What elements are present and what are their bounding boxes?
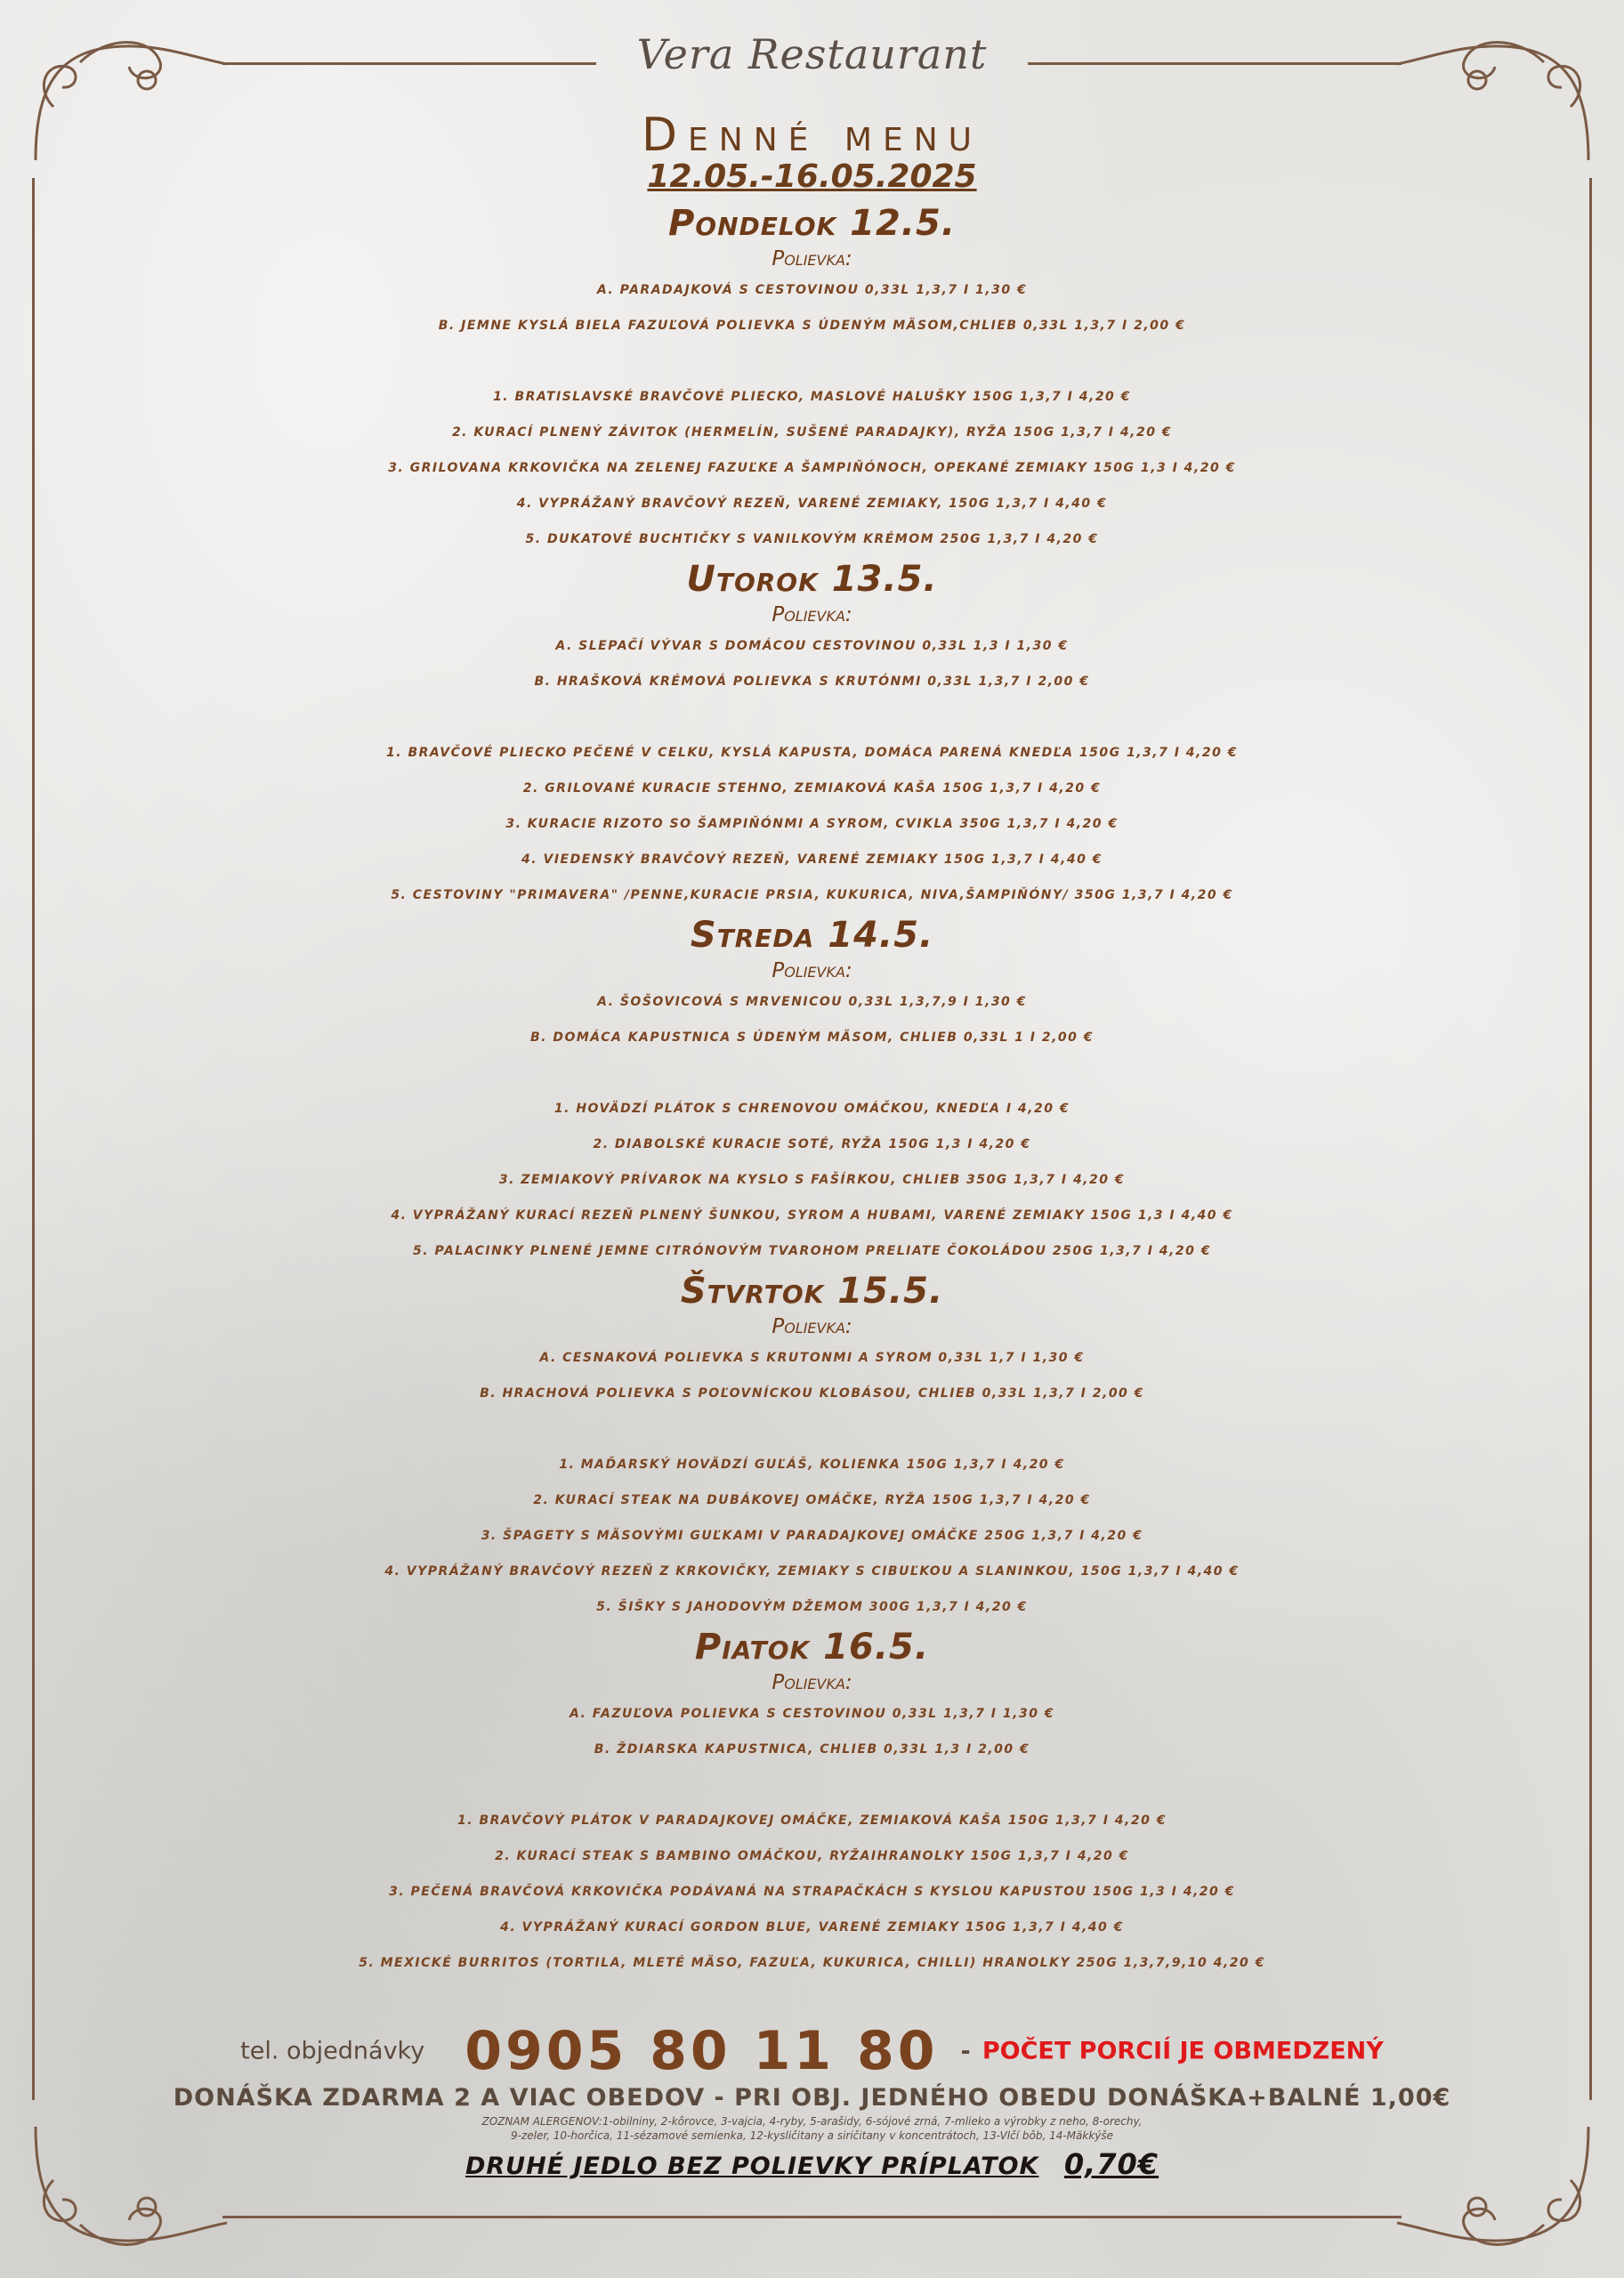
main-dish-item: 5. PALACINKY PLNENÉ JEMNE CITRÓNOVÝM TVAROHOM PRELIATE ČOKOLÁDOU 250G 1,3,7 I 4,20 €	[413, 1244, 1211, 1258]
main-dish-item: 1. HOVÄDZÍ PLÁTOK S CHRENOVOU OMÁČKOU, KNEDĽA I 4,20 €	[553, 1102, 1071, 1116]
soup-item: A. PARADAJKOVÁ S CESTOVINOU 0,33L 1,3,7 I 1,30 €	[596, 283, 1028, 297]
soup-item: B. HRAŠKOVÁ KRÉMOVÁ POLIEVKA S KRUTÓNMI 0,33L 1,3,7 I 2,00 €	[534, 675, 1090, 689]
main-dish-item: 4. VYPRÁŽANÝ KURACÍ REZEŇ PLNENÝ ŠUNKOU, SYROM A HUBAMI, VARENÉ ZEMIAKY 150G 1,3 I 4,40 €	[391, 1208, 1233, 1223]
menu-title: Denné menu	[641, 109, 982, 162]
second-meal-price: 0,70€	[1063, 2147, 1159, 2181]
spacer	[27, 699, 1597, 735]
main-dish-item: 5. ŠIŠKY S JAHODOVÝM DŽEMOM 300G 1,3,7 I 4,20 €	[596, 1600, 1028, 1614]
main-dish-item: 1. BRAVČOVÝ PLÁTOK V PARADAJKOVEJ OMÁČKE, ZEMIAKOVÁ KAŠA 150G 1,3,7 I 4,20 €	[457, 1814, 1167, 1828]
main-dish-item: 1. BRATISLAVSKÉ BRAVČOVÉ PLIECKO, MASLOVÉ HALUŠKY 150G 1,3,7 I 4,20 €	[493, 390, 1131, 404]
day-heading: Štvrtok 15.5.	[680, 1271, 944, 1312]
portion-dash: -	[960, 2037, 971, 2065]
allergen-line: 9-zeler, 10-horčica, 11-sézamové semienka, 12-kysličitany a siričitany v koncentrátoch, 13-Vlčí bôb, 14-Mäkkýše	[510, 2129, 1114, 2142]
frame-bottom-line	[222, 2216, 1402, 2218]
soup-label: Polievka:	[772, 603, 852, 626]
main-dish-item: 4. VIEDENSKÝ BRAVČOVÝ REZEŇ, VARENÉ ZEMIAKY 150G 1,3,7 I 4,40 €	[521, 852, 1103, 867]
allergen-list	[0, 2114, 1624, 2143]
day-section-friday	[27, 1625, 1597, 1981]
limited-portions-note: POČET PORCIÍ JE OBMEDZENÝ	[982, 2037, 1384, 2065]
soup-item: B. HRACHOVÁ POLIEVKA S POĽOVNÍCKOU KLOBÁSOU, CHLIEB 0,33L 1,3,7 I 2,00 €	[480, 1386, 1144, 1401]
main-dish-item: 4. VYPRÁŽANÝ BRAVČOVÝ REZEŇ, VARENÉ ZEMIAKY, 150G 1,3,7 I 4,40 €	[516, 497, 1108, 511]
day-heading: Utorok 13.5.	[686, 559, 938, 600]
main-dish-item: 3. KURACIE RIZOTO SO ŠAMPIŇÓNMI A SYROM, CVIKLA 350G 1,3,7 I 4,20 €	[505, 817, 1119, 831]
phone-label: tel. objednávky	[240, 2037, 425, 2065]
soup-item: A. FAZUĽOVA POLIEVKA S CESTOVINOU 0,33L 1,3,7 I 1,30 €	[569, 1707, 1055, 1721]
main-dish-item: 4. VYPRÁŽANÝ KURACÍ GORDON BLUE, VARENÉ ZEMIAKY 150G 1,3,7 I 4,40 €	[500, 1920, 1124, 1935]
soup-label: Polievka:	[772, 1671, 852, 1694]
main-dish-item: 2. DIABOLSKÉ KURACIE SOTÉ, RYŽA 150G 1,3 I 4,20 €	[593, 1137, 1031, 1151]
menu-content	[27, 201, 1597, 1981]
spacer	[27, 343, 1597, 379]
day-heading: Pondelok 12.5.	[667, 203, 957, 244]
soup-item: A. SLEPAČÍ VÝVAR S DOMÁCOU CESTOVINOU 0,33L 1,3 I 1,30 €	[555, 639, 1069, 653]
soup-item: B. JEMNE KYSLÁ BIELA FAZUĽOVÁ POLIEVKA S ÚDENÝM MÄSOM,CHLIEB 0,33L 1,3,7 I 2,00 €	[438, 319, 1186, 333]
second-meal-text: DRUHÉ JEDLO BEZ POLIEVKY PRÍPLATOK	[465, 2153, 1039, 2180]
delivery-info: DONÁŠKA ZDARMA 2 A VIAC OBEDOV - PRI OBJ. JEDNÉHO OBEDU DONÁŠKA+BALNÉ 1,00€	[173, 2084, 1451, 2112]
soup-item: B. ŽDIARSKA KAPUSTNICA, CHLIEB 0,33L 1,3 I 2,00 €	[594, 1742, 1030, 1757]
soup-item: A. ŠOŠOVICOVÁ S MRVENICOU 0,33L 1,3,7,9 I 1,30 €	[597, 995, 1027, 1009]
main-dish-item: 2. KURACÍ STEAK S BAMBINO OMÁČKOU, RYŽAIHRANOLKY 150G 1,3,7 I 4,20 €	[495, 1849, 1129, 1863]
day-heading: Piatok 16.5.	[694, 1627, 930, 1668]
restaurant-name: Vera Restaurant	[636, 30, 988, 78]
soup-label: Polievka:	[772, 959, 852, 982]
date-range-text: 12.05.-16.05.2025	[647, 158, 977, 195]
main-dish-item: 4. VYPRÁŽANÝ BRAVČOVÝ REZEŇ Z KRKOVIČKY, ZEMIAKY S CIBUĽKOU A SLANINKOU, 150G 1,3,7 I 4,40 €	[384, 1564, 1240, 1579]
soup-label: Polievka:	[772, 247, 852, 271]
day-section-monday	[27, 201, 1597, 557]
main-dish-item: 3. GRILOVANA KRKOVIČKA NA ZELENEJ FAZUĽKE A ŠAMPIŇÓNOCH, OPEKANÉ ZEMIAKY 150G 1,3 I 4,20 €	[388, 461, 1236, 475]
main-dish-item: 2. GRILOVANÉ KURACIE STEHNO, ZEMIAKOVÁ KAŠA 150G 1,3,7 I 4,20 €	[522, 781, 1102, 796]
second-meal-surcharge	[0, 2147, 1624, 2181]
day-section-wednesday	[27, 913, 1597, 1269]
soup-label: Polievka:	[772, 1315, 852, 1338]
day-section-tuesday	[27, 557, 1597, 913]
soup-item: B. DOMÁCA KAPUSTNICA S ÚDENÝM MÄSOM, CHLIEB 0,33L 1 I 2,00 €	[529, 1030, 1095, 1045]
main-dish-item: 1. MAĎARSKÝ HOVÄDZÍ GUĽÁŠ, KOLIENKA 150G 1,3,7 I 4,20 €	[559, 1458, 1065, 1472]
main-dish-item: 2. KURACÍ PLNENÝ ZÁVITOK (HERMELÍN, SUŠENÉ PARADAJKY), RYŽA 150G 1,3,7 I 4,20 €	[451, 425, 1173, 440]
main-dish-item: 5. MEXICKÉ BURRITOS (TORTILA, MLETÉ MÄSO, FAZUĽA, KUKURICA, CHILLI) HRANOLKY 250G 1,3,7,9,10 4,20 €	[359, 1956, 1265, 1970]
main-dish-item: 3. ZEMIAKOVÝ PRÍVAROK NA KYSLO S FAŠÍRKOU, CHLIEB 350G 1,3,7 I 4,20 €	[498, 1173, 1126, 1187]
day-heading: Streda 14.5.	[690, 915, 934, 956]
main-dish-item: 1. BRAVČOVÉ PLIECKO PEČENÉ V CELKU, KYSLÁ KAPUSTA, DOMÁCA PARENÁ KNEDĽA 150G 1,3,7 I 4,20 €	[386, 746, 1238, 760]
spacer	[27, 1411, 1597, 1447]
day-section-thursday	[27, 1269, 1597, 1625]
main-dish-item: 3. PEČENÁ BRAVČOVÁ KRKOVIČKA PODÁVANÁ NA STRAPAČKÁCH S KYSLOU KAPUSTOU 150G 1,3 I 4,20 €	[389, 1885, 1235, 1899]
order-phone-row	[0, 2020, 1624, 2082]
allergen-line: ZOZNAM ALERGENOV:1-obilniny, 2-kôrovce, 3-vajcia, 4-ryby, 5-arašidy, 6-sójové zrná, 7-mlieko a výrobky z neho, 8-orechy,	[481, 2115, 1143, 2128]
soup-item: A. CESNAKOVÁ POLIEVKA S KRUTONMI A SYROM 0,33L 1,7 I 1,30 €	[539, 1351, 1085, 1365]
spacer	[27, 1055, 1597, 1091]
date-range	[0, 158, 1624, 195]
main-dish-item: 3. ŠPAGETY S MÄSOVÝMI GUĽKAMI V PARADAJKOVEJ OMÁČKE 250G 1,3,7 I 4,20 €	[481, 1529, 1143, 1543]
main-dish-item: 5. CESTOVINY "PRIMAVERA" /PENNE,KURACIE PRSIA, KUKURICA, NIVA,ŠAMPIŇÓNY/ 350G 1,3,7 I 4,20 €	[391, 888, 1233, 902]
spacer	[27, 1767, 1597, 1803]
main-dish-item: 2. KURACÍ STEAK NA DUBÁKOVEJ OMÁČKE, RYŽA 150G 1,3,7 I 4,20 €	[533, 1493, 1091, 1507]
main-dish-item: 5. DUKATOVÉ BUCHTIČKY S VANILKOVÝM KRÉMOM 250G 1,3,7 I 4,20 €	[525, 532, 1099, 546]
phone-number[interactable]: 0905 80 11 80	[465, 2020, 939, 2082]
